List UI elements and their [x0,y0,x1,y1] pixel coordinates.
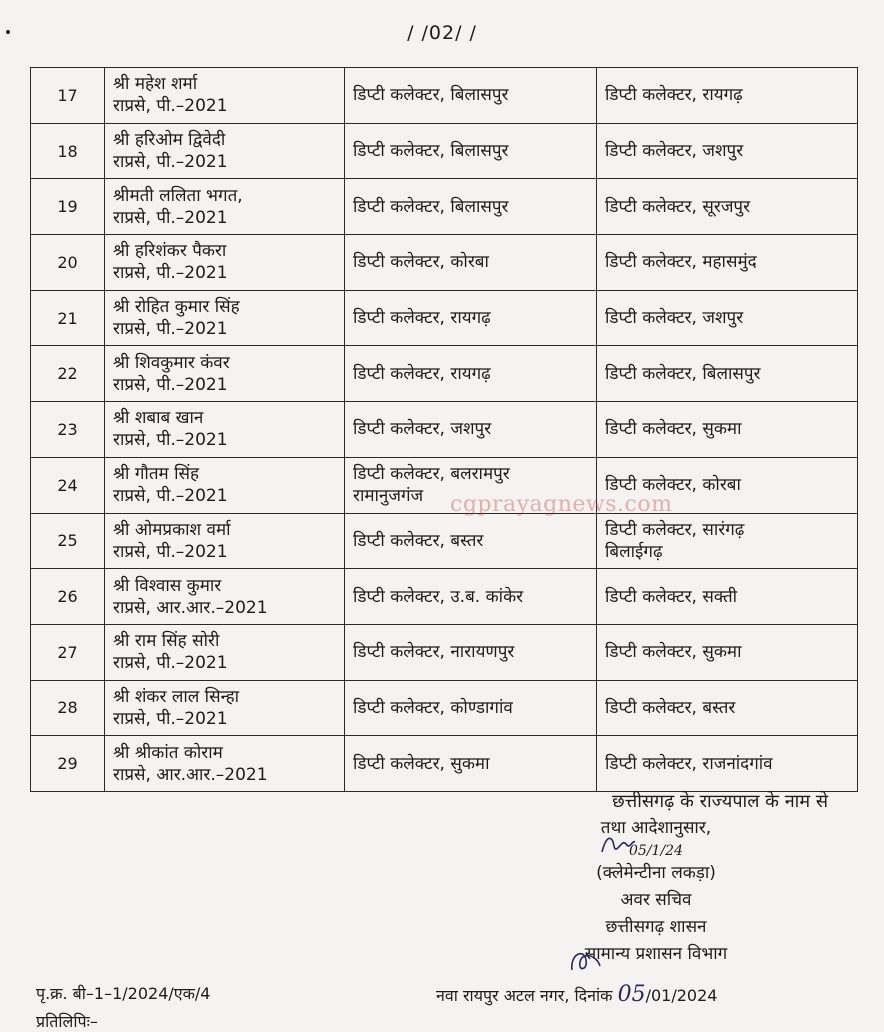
current-posting-line: डिप्टी कलेक्टर, बिलासपुर [353,85,509,106]
current-posting [345,402,597,458]
table-row [31,179,858,235]
signature-scribble [598,832,638,858]
officer-cell [105,179,345,235]
officer-name: श्री विश्वास कुमार [113,575,222,596]
current-posting-line: डिप्टी कलेक्टर, बिलासपुर [353,141,509,162]
handwritten-day: 05 [617,982,646,1007]
officer-name: श्री हरिशंकर पैकरा [113,241,227,262]
new-posting [597,235,858,291]
serial-number: 24 [31,457,105,513]
officer-service: राप्रसे, पी.–2021 [113,263,228,284]
current-posting-line: डिप्टी कलेक्टर, रायगढ़ [353,363,491,384]
place-label: नवा रायपुर अटल नगर, दिनांक [436,986,613,1005]
serial-number: 23 [31,402,105,458]
current-posting-line: डिप्टी कलेक्टर, जशपुर [353,419,492,440]
current-posting [345,736,597,792]
officer-cell [105,68,345,124]
page-number: / /02/ / [407,22,477,44]
watermark: cgprayagnews.com [450,492,673,517]
current-posting [345,346,597,402]
officer-cell [105,123,345,179]
current-posting-line: डिप्टी कलेक्टर, कोरबा [353,252,489,273]
officer-name: श्रीमती ललिता भगत, [113,185,243,206]
new-posting [597,402,858,458]
officer-cell [105,513,345,569]
officer-name: श्री गौतम सिंह [113,464,199,485]
new-posting-line: डिप्टी कलेक्टर, सुकमा [605,642,742,663]
officer-service: राप्रसे, पी.–2021 [113,96,228,117]
officer-service: राप्रसे, पी.–2021 [113,152,228,173]
serial-number: 17 [31,68,105,124]
new-posting [597,569,858,625]
officer-cell [105,457,345,513]
officer-name: श्री रोहित कुमार सिंह [113,297,240,318]
date-rest: /01/2024 [645,986,718,1005]
current-posting-line: डिप्टी कलेक्टर, बस्तर [353,530,484,551]
serial-number: 29 [31,736,105,792]
new-posting [597,624,858,680]
table-row [31,123,858,179]
new-posting [597,179,858,235]
officer-cell [105,346,345,402]
new-posting [597,123,858,179]
officer-service: राप्रसे, पी.–2021 [113,541,228,562]
officer-service: राप्रसे, पी.–2021 [113,486,228,507]
serial-number: 22 [31,346,105,402]
current-posting [345,569,597,625]
serial-number: 25 [31,513,105,569]
current-posting-line: डिप्टी कलेक्टर, सुकमा [353,753,490,774]
current-posting-line: रामानुजगंज [353,486,424,507]
current-posting [345,123,597,179]
current-posting-line: डिप्टी कलेक्टर, बलरामपुर [353,464,510,485]
officer-name: श्री शिवकुमार कंवर [113,352,230,373]
new-posting-line: डिप्टी कलेक्टर, बिलासपुर [605,363,761,384]
new-posting [597,680,858,736]
new-posting [597,290,858,346]
transfer-table-body [31,68,858,792]
table-row [31,235,858,291]
serial-number: 26 [31,569,105,625]
serial-number: 27 [31,624,105,680]
new-posting [597,346,858,402]
order-line: तथा आदेशानुसार, [600,818,712,838]
officer-cell [105,290,345,346]
place-and-date [436,982,717,1007]
department-name: सामान्य प्रशासन विभाग [584,944,728,964]
officer-service: राप्रसे, पी.–2021 [113,430,228,451]
serial-number: 19 [31,179,105,235]
signatory-designation: अवर सचिव [620,890,692,910]
table-row [31,346,858,402]
new-posting-line: डिप्टी कलेक्टर, रायगढ़ [605,85,743,106]
table-row [31,624,858,680]
officer-service: राप्रसे, पी.–2021 [113,374,228,395]
current-posting [345,624,597,680]
current-posting-line: डिप्टी कलेक्टर, नारायणपुर [353,642,515,663]
current-posting [345,235,597,291]
serial-number: 20 [31,235,105,291]
new-posting-line: डिप्टी कलेक्टर, महासमुंद [605,252,757,273]
new-posting-line: डिप्टी कलेक्टर, सक्ती [605,586,738,607]
new-posting-line: डिप्टी कलेक्टर, बस्तर [605,697,736,718]
copy-label: प्रतिलिपिः– [36,1012,98,1031]
current-posting [345,513,597,569]
table-row [31,402,858,458]
officer-name: श्री राम सिंह सोरी [113,631,220,652]
initial-scribble [566,944,604,976]
serial-number: 28 [31,680,105,736]
current-posting-line: डिप्टी कलेक्टर, उ.ब. कांकेर [353,586,524,607]
officer-cell [105,736,345,792]
new-posting [597,513,858,569]
government-name: छत्तीसगढ़ शासन [605,917,707,937]
officer-name: श्री हरिओम द्विवेदी [113,130,226,151]
current-posting [345,179,597,235]
officer-cell [105,569,345,625]
current-posting-line: डिप्टी कलेक्टर, बिलासपुर [353,196,509,217]
new-posting-line: डिप्टी कलेक्टर, सुकमा [605,419,742,440]
new-posting-line: बिलाईगढ़ [605,541,663,562]
current-posting [345,290,597,346]
new-posting-line: डिप्टी कलेक्टर, कोरबा [605,475,741,496]
table-row [31,513,858,569]
signature-date: 05/1/24 [629,843,683,859]
officer-service: राप्रसे, पी.–2021 [113,708,228,729]
officer-cell [105,624,345,680]
table-row [31,680,858,736]
signature-block [476,788,836,968]
new-posting-line: डिप्टी कलेक्टर, सारंगढ़ [605,519,745,540]
officer-service: राप्रसे, आर.आर.–2021 [113,764,268,785]
officer-name: श्री श्रीकांत कोराम [113,742,223,763]
new-posting-line: डिप्टी कलेक्टर, राजनांदगांव [605,753,773,774]
current-posting [345,68,597,124]
officer-service: राप्रसे, पी.–2021 [113,319,228,340]
current-posting [345,680,597,736]
governor-line: छत्तीसगढ़ के राज्यपाल के नाम से [612,791,828,812]
new-posting [597,736,858,792]
table-row [31,68,858,124]
current-posting-line: डिप्टी कलेक्टर, रायगढ़ [353,308,491,329]
officer-cell [105,402,345,458]
new-posting-line: डिप्टी कलेक्टर, जशपुर [605,308,744,329]
officer-name: श्री महेश शर्मा [113,74,198,95]
officer-cell [105,680,345,736]
table-row [31,290,858,346]
officer-name: श्री ओमप्रकाश वर्मा [113,519,231,540]
officer-name: श्री शंकर लाल सिन्हा [113,686,240,707]
serial-number: 18 [31,123,105,179]
table-row [31,457,858,513]
current-posting-line: डिप्टी कलेक्टर, कोण्डागांव [353,697,513,718]
officer-cell [105,235,345,291]
reference-number: पृ.क्र. बी–1–1/2024/एक/4 [36,984,211,1003]
officer-service: राप्रसे, आर.आर.–2021 [113,597,268,618]
officer-name: श्री शबाब खान [113,408,204,429]
new-posting-line: डिप्टी कलेक्टर, जशपुर [605,141,744,162]
new-posting [597,68,858,124]
new-posting-line: डिप्टी कलेक्टर, सूरजपुर [605,196,751,217]
table-row [31,569,858,625]
serial-number: 21 [31,290,105,346]
table-row [31,736,858,792]
officer-service: राप्रसे, पी.–2021 [113,207,228,228]
signatory-name: (क्लेमेन्टीना लकड़ा) [596,863,716,883]
officer-service: राप्रसे, पी.–2021 [113,653,228,674]
transfer-table [30,67,858,792]
